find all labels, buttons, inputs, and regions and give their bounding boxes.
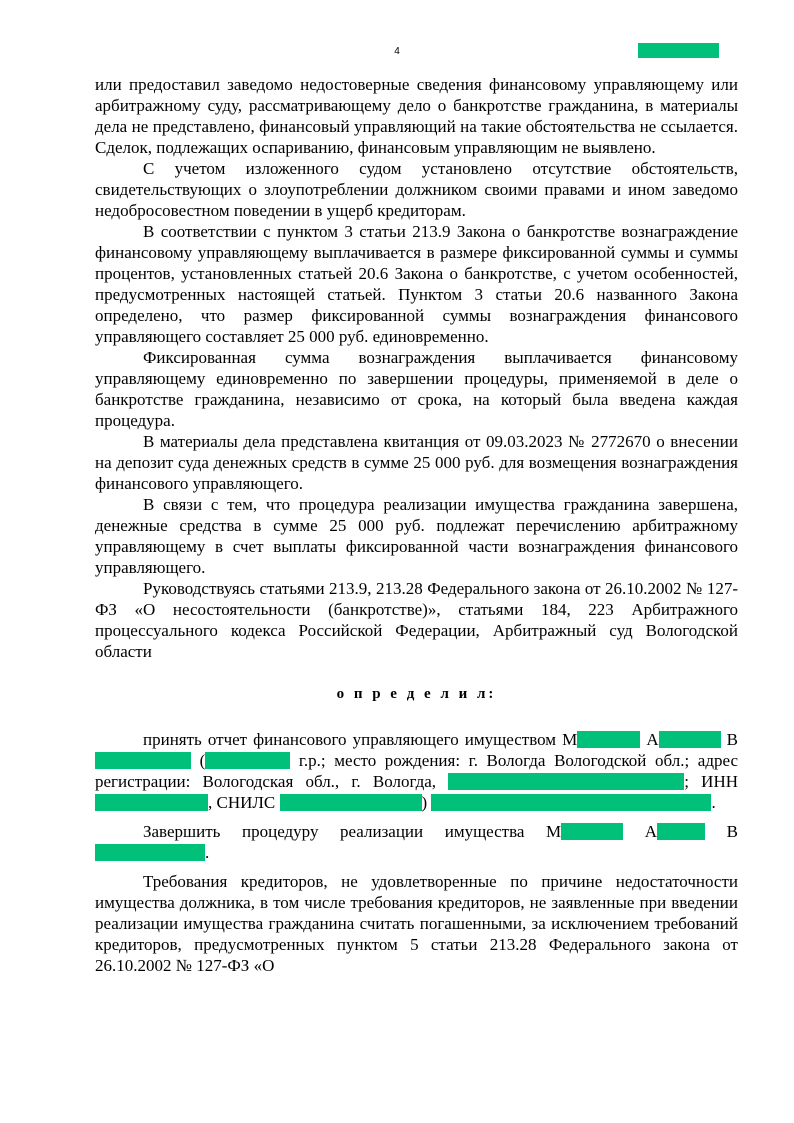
decision-text: Завершить процедуру реализации имущества М xyxy=(143,822,562,841)
paragraph-1: или предоставил заведомо недостоверные сведения финансовому управляющему или арбитражному суду, рассматривающему дело о банкротстве гражданина, в материалы дела не представлено, финансовый управляющий на такие обстоятельства не ссылается. Сделок, подлежащих оспариванию, финансовым управляющим не выявлено. xyxy=(95,75,738,157)
redaction-block xyxy=(431,794,711,811)
decision-text: принять отчет финансового управляющего имуществом М xyxy=(143,730,578,749)
paragraph-6: В связи с тем, что процедура реализации имущества гражданина завершена, денежные средства в сумме 25 000 руб. подлежат перечислению арбитражному управляющему в счет выплаты фиксированной части вознаграждения финансового управляющего. xyxy=(95,495,738,577)
page-number: 4 xyxy=(394,46,400,57)
redaction-block xyxy=(448,773,684,790)
decision-text: В xyxy=(720,730,739,749)
redaction-block xyxy=(657,823,705,840)
resolution-heading: о п р е д е л и л: xyxy=(336,686,497,702)
decision-text: А xyxy=(623,822,658,841)
decision-text: , СНИЛС xyxy=(208,793,280,812)
redaction-top-mark xyxy=(638,43,719,58)
decision-text: . xyxy=(205,843,210,862)
decision-paragraph-2 xyxy=(95,821,738,863)
redaction-block xyxy=(95,844,205,861)
document-body xyxy=(95,74,738,976)
redaction-block xyxy=(577,731,640,748)
redaction-block xyxy=(280,794,422,811)
decision-text: ( xyxy=(191,751,206,770)
decision-text: А xyxy=(646,730,659,749)
redaction-block xyxy=(95,794,208,811)
paragraph-3: В соответствии с пунктом 3 статьи 213.9 Закона о банкротстве вознаграждение финансовому управляющему выплачивается в размере фиксированной суммы и суммы процентов, установленных статьей 20.6 Закона о банкротстве, с учетом особенностей, предусмотренных настоящей статьей. Пунктом 3 статьи 20.6 названного Закона определено, что размер фиксированной суммы вознаграждения финансового управляющего составляет 25 000 руб. единовременно. xyxy=(95,222,738,346)
paragraph-4: Фиксированная сумма вознаграждения выплачивается финансовому управляющему единовременно по завершении процедуры, применяемой в деле о банкротстве гражданина, независимо от срока, на который была введена каждая процедура. xyxy=(95,348,738,430)
decision-text: г.р.; место рождения: г. Вологда Вологодской обл.; адрес регистрации: Вологодская обл., г. Вологда, xyxy=(95,751,738,791)
decision-text: ; ИНН xyxy=(684,772,738,791)
paragraph-last: Требования кредиторов, не удовлетворенные по причине недостаточности имущества должника, в том числе требования кредиторов, не заявленные при введении реализации имущества гражданина считать погашенными, за исключением требований кредиторов, предусмотренных пунктом 5 статьи 213.28 Федерального закона от 26.10.2002 № 127-ФЗ «О xyxy=(95,872,738,975)
redaction-block xyxy=(561,823,623,840)
paragraph-5: В материалы дела представлена квитанция от 09.03.2023 № 2772670 о внесении на депозит суда денежных средств в сумме 25 000 руб. для возмещения вознаграждения финансового управляющего. xyxy=(95,432,738,493)
redaction-block xyxy=(205,752,290,769)
redaction-block xyxy=(95,752,191,769)
paragraph-7: Руководствуясь статьями 213.9, 213.28 Федерального закона от 26.10.2002 № 127-ФЗ «О несостоятельности (банкротстве)», статьями 184, 223 Арбитражного процессуального кодекса Российской Федерации, Арбитражный суд Вологодской области xyxy=(95,579,738,661)
decision-text: . xyxy=(711,793,716,812)
redaction-block xyxy=(659,731,721,748)
decision-paragraph-1 xyxy=(95,729,738,813)
paragraph-2: С учетом изложенного судом установлено отсутствие обстоятельств, свидетельствующих о злоупотреблении должником своими правами и ином заведомо недобросовестном поведении в ущерб кредиторам. xyxy=(95,159,738,220)
decision-text: ) xyxy=(421,793,428,812)
decision-text: В xyxy=(726,822,738,841)
